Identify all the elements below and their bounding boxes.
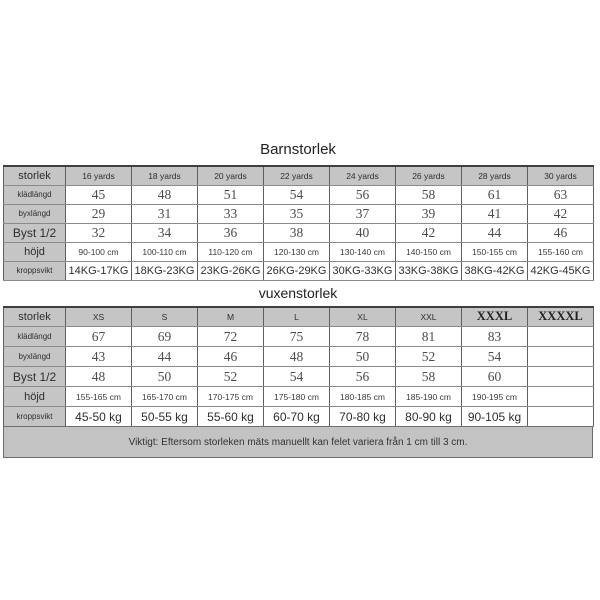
table-row [4,204,594,223]
value-cell: 40 [330,223,396,242]
value-cell: 75 [264,327,330,347]
value-cell: 52 [198,367,264,387]
value-cell: 50 [132,367,198,387]
value-cell: 33 [198,204,264,223]
table-row [4,242,594,261]
value-cell: 58 [396,185,462,204]
value-cell: 43 [66,347,132,367]
value-cell: 90-105 kg [462,407,528,427]
value-cell: 35 [264,204,330,223]
value-cell: 190-195 cm [462,387,528,407]
value-cell: 120-130 cm [264,242,330,261]
value-cell: 26KG-29KG [264,261,330,280]
row-label: kroppsvikt [4,407,66,427]
value-cell [528,367,594,387]
value-cell [528,387,594,407]
value-cell: 37 [330,204,396,223]
value-cell: 185-190 cm [396,387,462,407]
size-column-header: 28 yards [462,166,528,185]
value-cell: 80-90 kg [396,407,462,427]
corner-cell: storlek [4,307,66,327]
adult-size-table [3,306,594,428]
value-cell: 67 [66,327,132,347]
table-row [4,407,594,427]
row-label: byxlängd [4,204,66,223]
value-cell: 60 [462,367,528,387]
value-cell: 61 [462,185,528,204]
value-cell: 41 [462,204,528,223]
row-label: höjd [4,387,66,407]
value-cell: 38KG-42KG [462,261,528,280]
value-cell: 46 [528,223,594,242]
row-label: byxlängd [4,347,66,367]
value-cell: 18KG-23KG [132,261,198,280]
size-column-header: 30 yards [528,166,594,185]
size-column-header: 26 yards [396,166,462,185]
size-column-header: XXL [396,307,462,327]
row-label: klädlängd [4,327,66,347]
value-cell: 39 [396,204,462,223]
table-row [4,347,594,367]
table-row [4,223,594,242]
value-cell: 165-170 cm [132,387,198,407]
value-cell: 81 [396,327,462,347]
value-cell: 69 [132,327,198,347]
value-cell: 54 [264,367,330,387]
value-cell [528,347,594,367]
value-cell: 180-185 cm [330,387,396,407]
size-column-header: 22 yards [264,166,330,185]
value-cell: 38 [264,223,330,242]
size-column-header: 16 yards [66,166,132,185]
value-cell: 100-110 cm [132,242,198,261]
size-column-header: 24 yards [330,166,396,185]
value-cell: 83 [462,327,528,347]
table-row [4,387,594,407]
value-cell: 51 [198,185,264,204]
value-cell: 155-165 cm [66,387,132,407]
value-cell: 130-140 cm [330,242,396,261]
value-cell: 52 [396,347,462,367]
size-column-header: XXXXL [528,307,594,327]
value-cell [528,327,594,347]
value-cell: 30KG-33KG [330,261,396,280]
size-column-header: 18 yards [132,166,198,185]
value-cell: 14KG-17KG [66,261,132,280]
value-cell: 46 [198,347,264,367]
value-cell: 60-70 kg [264,407,330,427]
value-cell: 155-160 cm [528,242,594,261]
value-cell: 44 [132,347,198,367]
value-cell: 48 [264,347,330,367]
value-cell: 33KG-38KG [396,261,462,280]
value-cell: 31 [132,204,198,223]
value-cell: 56 [330,185,396,204]
value-cell: 42 [528,204,594,223]
header-row [4,166,594,185]
value-cell: 48 [132,185,198,204]
value-cell: 42 [396,223,462,242]
corner-cell: storlek [4,166,66,185]
value-cell: 70-80 kg [330,407,396,427]
value-cell: 48 [66,367,132,387]
value-cell: 63 [528,185,594,204]
table-row [4,367,594,387]
size-column-header: XL [330,307,396,327]
value-cell: 78 [330,327,396,347]
row-label: kroppsvikt [4,261,66,280]
value-cell: 42KG-45KG [528,261,594,280]
value-cell: 55-60 kg [198,407,264,427]
value-cell: 170-175 cm [198,387,264,407]
adult-table-title: vuxenstorlek [258,284,338,301]
value-cell: 29 [66,204,132,223]
value-cell: 140-150 cm [396,242,462,261]
size-chart-content [3,136,593,458]
value-cell: 150-155 cm [462,242,528,261]
value-cell: 54 [264,185,330,204]
adult-size-table-body [4,307,594,427]
value-cell: 110-120 cm [198,242,264,261]
value-cell: 34 [132,223,198,242]
value-cell: 50-55 kg [132,407,198,427]
value-cell: 54 [462,347,528,367]
row-label: Byst 1/2 [4,223,66,242]
table-row [4,327,594,347]
value-cell: 58 [396,367,462,387]
value-cell: 90-100 cm [66,242,132,261]
size-column-header: M [198,307,264,327]
measurement-note: Viktigt: Eftersom storleken mäts manuellt kan felet variera från 1 cm till 3 cm. [3,426,593,458]
value-cell: 23KG-26KG [198,261,264,280]
value-cell: 175-180 cm [264,387,330,407]
value-cell: 36 [198,223,264,242]
row-label: klädlängd [4,185,66,204]
children-size-table [3,165,594,281]
row-label: höjd [4,242,66,261]
value-cell: 44 [462,223,528,242]
size-column-header: XS [66,307,132,327]
size-column-header: 20 yards [198,166,264,185]
value-cell: 32 [66,223,132,242]
header-row [4,307,594,327]
value-cell: 72 [198,327,264,347]
size-column-header: XXXL [462,307,528,327]
value-cell [528,407,594,427]
value-cell: 56 [330,367,396,387]
value-cell: 45 [66,185,132,204]
value-cell: 50 [330,347,396,367]
children-size-table-body [4,166,594,280]
size-column-header: S [132,307,198,327]
table-row [4,185,594,204]
value-cell: 45-50 kg [66,407,132,427]
row-label: Byst 1/2 [4,367,66,387]
size-column-header: L [264,307,330,327]
table-row [4,261,594,280]
children-table-title: Barnstorlek [260,141,336,158]
